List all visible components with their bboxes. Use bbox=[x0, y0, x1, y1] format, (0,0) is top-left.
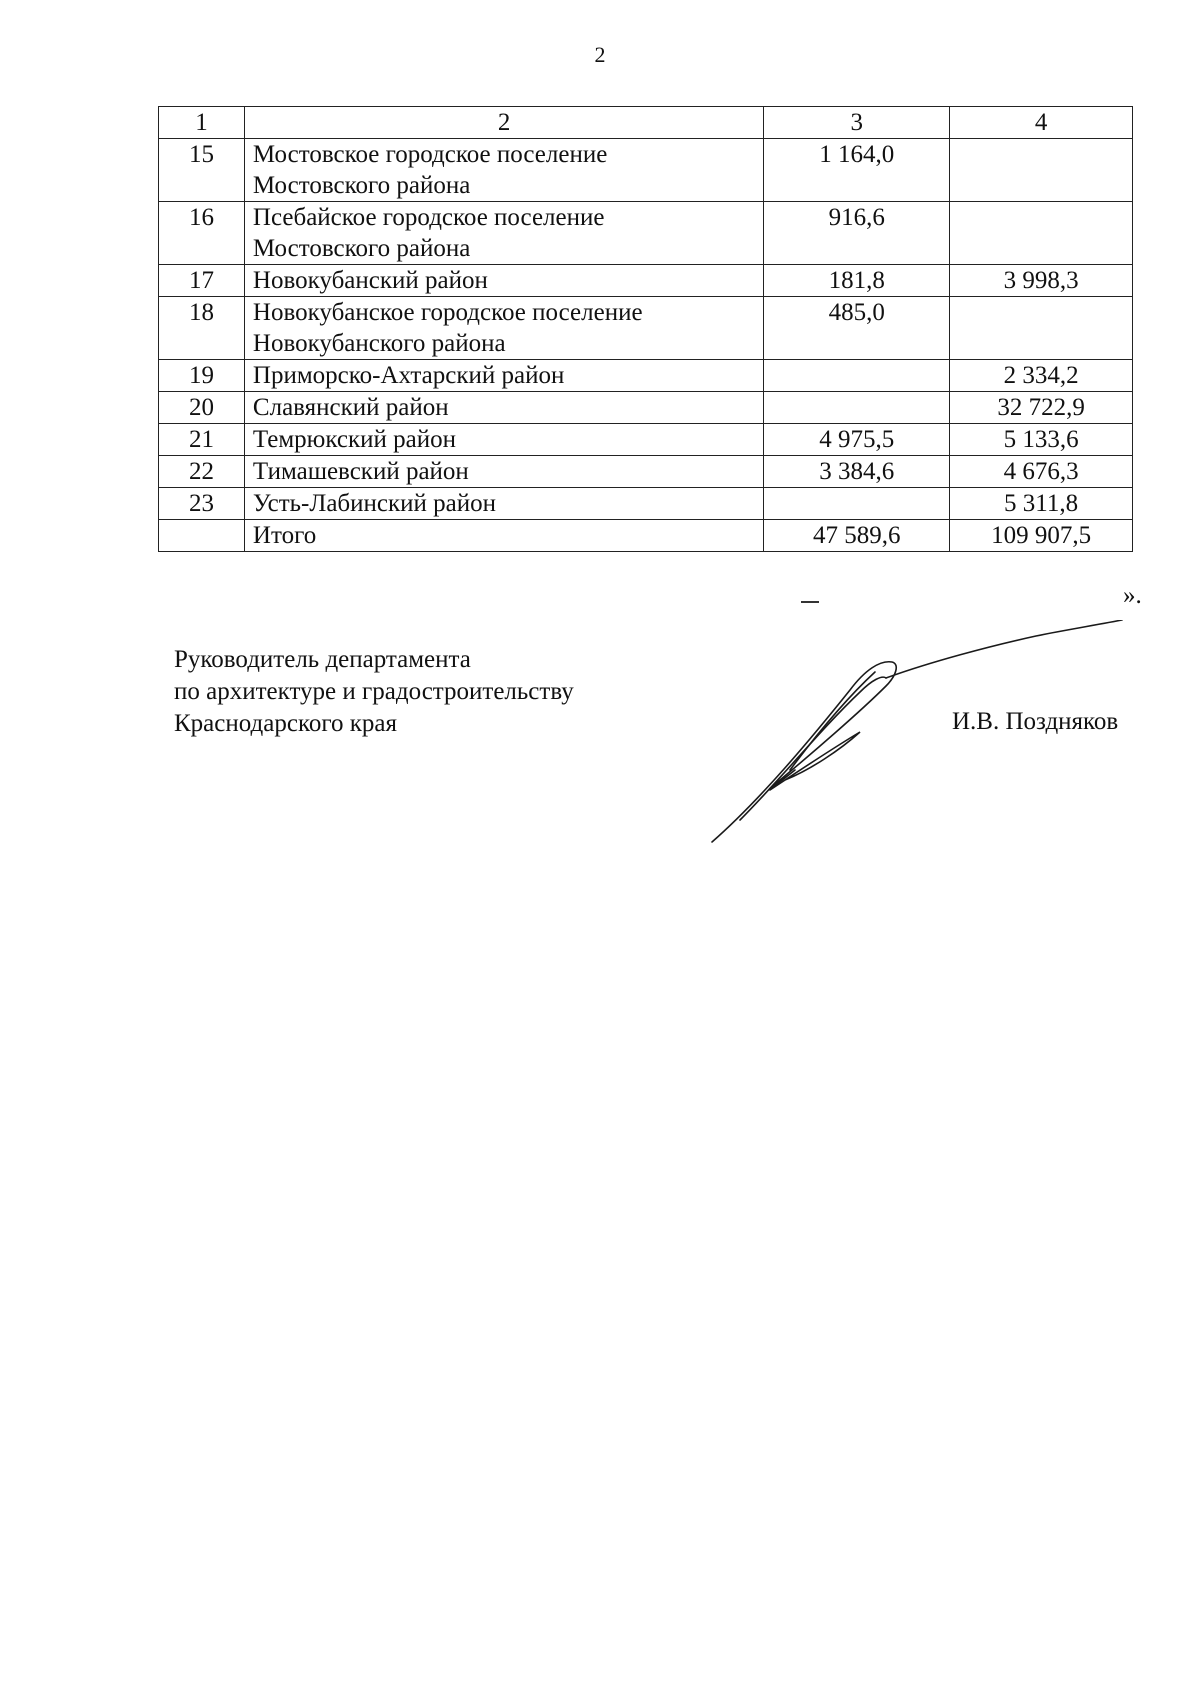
row-name-line1: Усть-Лабинский район bbox=[252, 490, 497, 517]
table-row bbox=[159, 424, 1133, 456]
row-number: 18 bbox=[159, 297, 245, 360]
row-number: 21 bbox=[159, 424, 245, 456]
header-col-1: 1 bbox=[159, 107, 245, 139]
row-name-line1: Новокубанский район bbox=[252, 267, 488, 294]
row-name bbox=[244, 360, 763, 392]
table-row bbox=[159, 360, 1133, 392]
row-col3: 4 975,5 bbox=[764, 424, 950, 456]
row-col4: 3 998,3 bbox=[950, 265, 1133, 297]
signer-title-line1: Руководитель департамента bbox=[174, 646, 471, 673]
row-col3: 916,6 bbox=[764, 202, 950, 265]
signer-title-line3: Краснодарского края bbox=[174, 710, 397, 737]
signer-name: И.В. Поздняков bbox=[952, 708, 1119, 735]
row-name-line1: Приморско-Ахтарский район bbox=[252, 362, 565, 389]
row-number: 15 bbox=[159, 139, 245, 202]
row-col3 bbox=[764, 360, 950, 392]
row-number: 20 bbox=[159, 392, 245, 424]
row-name bbox=[244, 202, 763, 265]
row-name-line2: Мостовского района bbox=[252, 172, 471, 199]
header-col-2: 2 bbox=[244, 107, 763, 139]
row-col4: 4 676,3 bbox=[950, 456, 1133, 488]
signer-title-line2: по архитектуре и градостроительству bbox=[174, 678, 574, 705]
row-number: 19 bbox=[159, 360, 245, 392]
row-name bbox=[244, 456, 763, 488]
row-number: 22 bbox=[159, 456, 245, 488]
row-name-line1: Тимашевский район bbox=[252, 458, 469, 485]
header-col-4: 4 bbox=[950, 107, 1133, 139]
table-row bbox=[159, 265, 1133, 297]
table-row bbox=[159, 456, 1133, 488]
table-row bbox=[159, 139, 1133, 202]
table-header-row bbox=[159, 107, 1133, 139]
row-col4 bbox=[950, 202, 1133, 265]
row-col4 bbox=[950, 297, 1133, 360]
row-name bbox=[244, 488, 763, 520]
row-col4: 5 133,6 bbox=[950, 424, 1133, 456]
total-label: Итого bbox=[244, 520, 763, 552]
table-row bbox=[159, 392, 1133, 424]
row-name-line1: Темрюкский район bbox=[252, 426, 456, 453]
row-col4: 2 334,2 bbox=[950, 360, 1133, 392]
row-name-line1: Псебайское городское поселение bbox=[252, 204, 605, 231]
row-name-line2: Мостовского района bbox=[252, 235, 471, 262]
total-col3: 47 589,6 bbox=[764, 520, 950, 552]
row-name-line1: Славянский район bbox=[252, 394, 449, 421]
closing-quote: ». bbox=[1123, 582, 1142, 609]
row-name-line1: Новокубанское городское поселение bbox=[252, 299, 643, 326]
table-row bbox=[159, 488, 1133, 520]
row-col3: 1 164,0 bbox=[764, 139, 950, 202]
table-row bbox=[159, 202, 1133, 265]
row-name-line2: Новокубанского района bbox=[252, 330, 506, 357]
table-row bbox=[159, 297, 1133, 360]
signer-title bbox=[174, 644, 574, 740]
total-number bbox=[159, 520, 245, 552]
row-name bbox=[244, 297, 763, 360]
row-col3: 485,0 bbox=[764, 297, 950, 360]
row-col3: 3 384,6 bbox=[764, 456, 950, 488]
row-number: 16 bbox=[159, 202, 245, 265]
row-col3: 181,8 bbox=[764, 265, 950, 297]
row-name-line1: Мостовское городское поселение bbox=[252, 141, 608, 168]
row-number: 17 bbox=[159, 265, 245, 297]
row-number: 23 bbox=[159, 488, 245, 520]
row-col3 bbox=[764, 488, 950, 520]
data-table bbox=[158, 106, 1133, 552]
table-total-row bbox=[159, 520, 1133, 552]
row-col4: 5 311,8 bbox=[950, 488, 1133, 520]
header-col-3: 3 bbox=[764, 107, 950, 139]
row-col4 bbox=[950, 139, 1133, 202]
row-name bbox=[244, 139, 763, 202]
row-name bbox=[244, 424, 763, 456]
row-name bbox=[244, 392, 763, 424]
row-col4: 32 722,9 bbox=[950, 392, 1133, 424]
row-col3 bbox=[764, 392, 950, 424]
row-name bbox=[244, 265, 763, 297]
total-col4: 109 907,5 bbox=[950, 520, 1133, 552]
page-number: 2 bbox=[594, 42, 606, 67]
dash-mark bbox=[801, 601, 819, 603]
